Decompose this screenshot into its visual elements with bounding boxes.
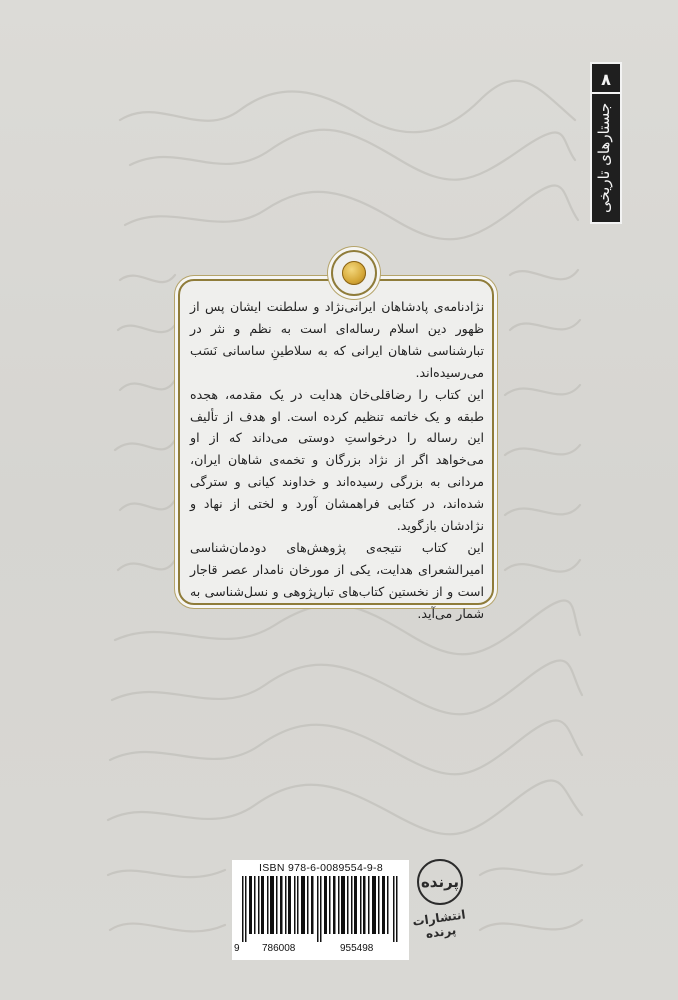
series-number: ۸: [592, 68, 620, 94]
publisher-logo: [409, 851, 471, 961]
blurb-paragraph: نژادنامه‌ی پادشاهان ایرانی‌نژاد و سلطنت ایشان پس از ظهور دین اسلام رساله‌ای است به نظم و نثر در تبارشناسی شاهان ایرانی که به سلاطینِ ساسانی نَسَب می‌رسیده‌اند.: [190, 299, 484, 380]
barcode-digit-group: 955498: [340, 943, 374, 954]
publisher-mark-text: پرنده: [420, 873, 460, 891]
blurb-paragraph: این کتاب را رضاقلی‌خان هدایت در یک مقدمه، هجده طبقه و یک خاتمه تنظیم کرده است. او هدف از تألیف این رساله را درخواستِ دوستی می‌داند که از او می‌خواهد اگر از نژاد بزرگان و تخمه‌ی شاهان ایران، مردانی به بزرگی رسیده‌اند و خداوند کیانی و سترگی شده‌اند، در کتابی فراهمشان آورد و لختی از نهاد و نژادشان بازگوید.: [190, 386, 484, 534]
series-tab: [590, 62, 622, 224]
blurb-text: [190, 296, 484, 621]
coin-medallion: [331, 250, 377, 296]
isbn-barcode: [232, 860, 409, 960]
publisher-name: انتشارات پرنده: [411, 907, 467, 941]
barcode-digit-group: 786008: [262, 943, 296, 954]
isbn-label: ISBN 978-6-0089554-9-8: [259, 862, 383, 874]
publisher-mark: [417, 859, 463, 905]
barcode-bars-icon: [242, 876, 399, 942]
coin-icon: [342, 261, 366, 285]
barcode-digits: [232, 943, 409, 957]
series-title: جستارهای تاریخی: [595, 102, 613, 214]
blurb-paragraph: این کتاب نتیجه‌ی پژوهش‌های دودمان‌شناسی امیرالشعرای هدایت، یکی از مورخان نامدار عصر قاجار است و از نخستین کتاب‌های تبارپژوهی و نسل‌شناسی به شمار می‌آید.: [190, 539, 484, 621]
barcode-digit-first: 9: [234, 943, 240, 954]
